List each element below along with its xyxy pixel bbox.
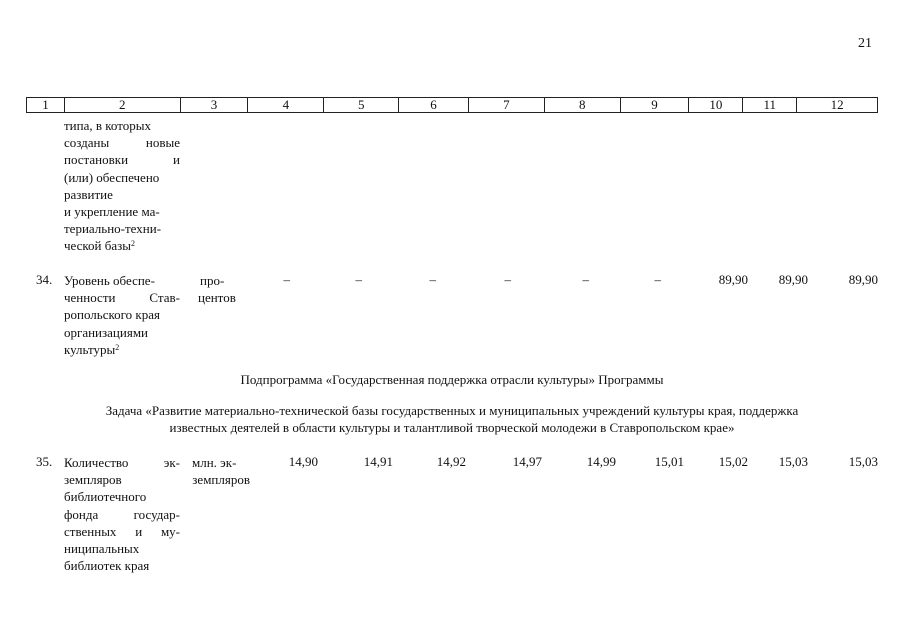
name-line: развитие bbox=[64, 186, 113, 202]
row-35-value-11: 15,03 bbox=[778, 454, 808, 469]
task-line-2: известных деятелей в области культуры и талантливой творческой молодежи в Ставропольском крае» bbox=[169, 420, 735, 435]
col-header-9: 9 bbox=[621, 98, 690, 112]
name-line: организациями bbox=[64, 324, 148, 340]
name-line: ченности Став- bbox=[64, 290, 180, 306]
name-line-text: ческой базы bbox=[64, 238, 132, 254]
page-number: 21 bbox=[858, 36, 872, 51]
row-34-value-5: – bbox=[355, 272, 362, 287]
row-34-value-9: – bbox=[654, 272, 661, 287]
row-34-value-10: 89,90 bbox=[718, 272, 748, 287]
continued-indicator-name bbox=[64, 117, 180, 255]
unit-line: центов bbox=[198, 290, 236, 306]
row-35-value-8: 14,99 bbox=[586, 454, 616, 469]
col-header-10: 10 bbox=[689, 98, 743, 112]
name-line bbox=[64, 237, 180, 254]
unit-line: млн. эк- bbox=[192, 455, 237, 470]
name-line: библиотек края bbox=[64, 558, 150, 574]
footnote-mark: 2 bbox=[115, 342, 120, 352]
row-35-value-4: 14,90 bbox=[288, 454, 318, 469]
name-line: ропольского края bbox=[64, 307, 160, 323]
col-header-4: 4 bbox=[248, 98, 324, 112]
unit-line: про- bbox=[200, 273, 225, 288]
row-34-value-12: 89,90 bbox=[848, 272, 878, 287]
footnote-mark: 2 bbox=[131, 239, 136, 249]
row-35-value-12: 15,03 bbox=[848, 454, 878, 469]
row-34-value-4: – bbox=[283, 272, 290, 287]
name-line: Количество эк- bbox=[64, 455, 180, 470]
column-header-row bbox=[26, 97, 878, 113]
row-34-value-6: – bbox=[429, 272, 436, 287]
row-35-value-10: 15,02 bbox=[718, 454, 748, 469]
row-34-value-7: – bbox=[504, 272, 511, 287]
row-35-value-9: 15,01 bbox=[654, 454, 684, 469]
row-35-value-5: 14,91 bbox=[363, 454, 393, 469]
col-header-7: 7 bbox=[469, 98, 545, 112]
name-line: типа, в которых bbox=[64, 118, 151, 133]
subprogram-title: Подпрограмма «Государственная поддержка отрасли культуры» Программы bbox=[240, 372, 664, 387]
col-header-2: 2 bbox=[65, 98, 181, 112]
row-34-name bbox=[64, 272, 180, 358]
row-35-value-6: 14,92 bbox=[436, 454, 466, 469]
task-line-1: Задача «Развитие материально-технической базы государственных и муниципальных учреждений культуры края, поддержка bbox=[105, 403, 799, 418]
col-header-3: 3 bbox=[181, 98, 249, 112]
col-header-11: 11 bbox=[743, 98, 797, 112]
name-line: созданы новые bbox=[64, 135, 180, 151]
name-line bbox=[64, 341, 180, 358]
name-line: земпляров bbox=[64, 472, 122, 488]
row-34-value-11: 89,90 bbox=[778, 272, 808, 287]
col-header-1: 1 bbox=[27, 98, 65, 112]
name-line-text: культуры bbox=[64, 341, 116, 357]
name-line: фонда государ- bbox=[64, 506, 180, 522]
name-line: териально-техни- bbox=[64, 221, 162, 237]
row-35-unit bbox=[190, 454, 250, 488]
unit-line: земпляров bbox=[192, 472, 250, 488]
name-line: и укрепление ма- bbox=[64, 203, 160, 219]
col-header-8: 8 bbox=[545, 98, 621, 112]
col-header-12: 12 bbox=[830, 97, 844, 112]
name-line: библиотечного bbox=[64, 489, 147, 505]
col-header-6: 6 bbox=[399, 98, 469, 112]
name-line: Уровень обеспе- bbox=[64, 273, 155, 288]
col-header-5: 5 bbox=[324, 98, 399, 112]
row-34-number: 34. bbox=[36, 272, 53, 287]
name-line: ниципальных bbox=[64, 540, 140, 556]
row-35-value-7: 14,97 bbox=[512, 454, 542, 469]
name-line: ственных и му- bbox=[64, 523, 180, 539]
row-35-name bbox=[64, 454, 180, 574]
name-line: (или) обеспечено bbox=[64, 169, 160, 185]
name-line: постановки и bbox=[64, 152, 180, 168]
row-34-unit bbox=[198, 272, 246, 306]
row-34-value-8: – bbox=[582, 272, 589, 287]
row-35-number: 35. bbox=[36, 454, 53, 469]
